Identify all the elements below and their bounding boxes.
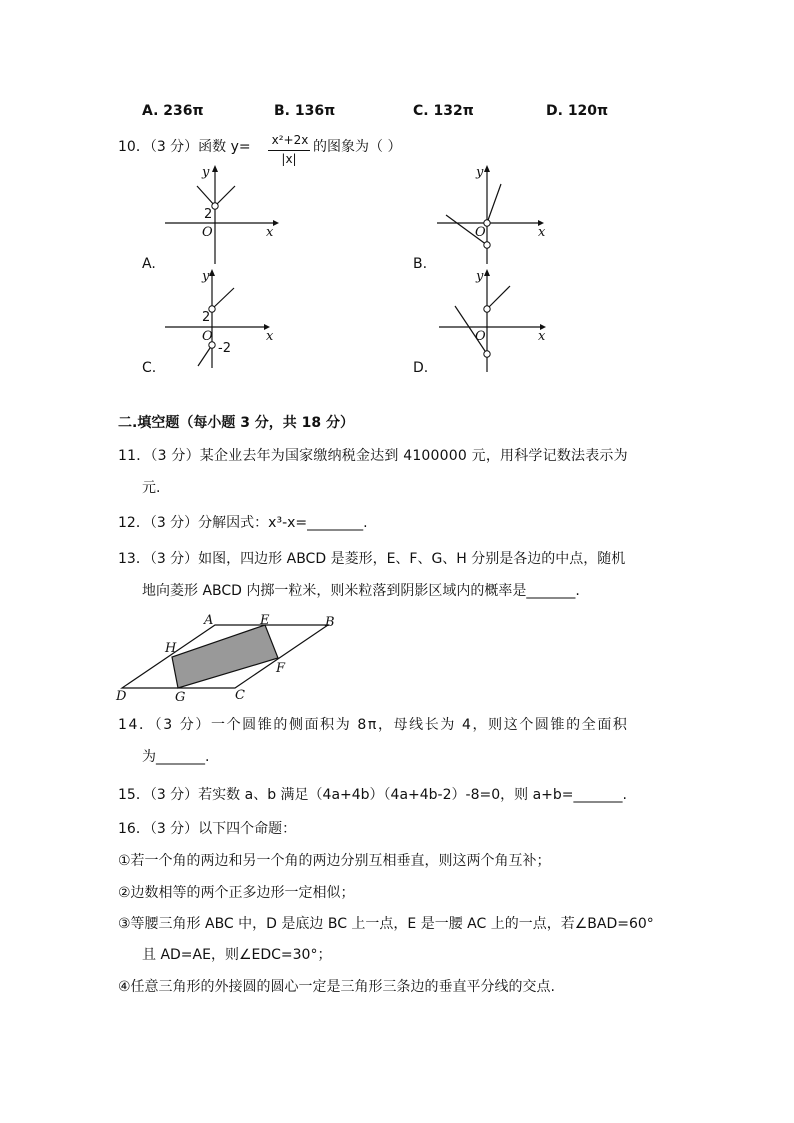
point-d-label: D (116, 689, 127, 704)
q10-a-tick-2: 2 (204, 207, 213, 222)
q10-fraction-denominator: |x| (281, 152, 297, 166)
point-f-label: F (276, 661, 286, 676)
q11-line-1: 11．（3 分）某企业去年为国家缴纳税金达到 4100000 元，用科学记数法表示为 (118, 448, 628, 464)
q9-option-b: B. 136π (274, 103, 336, 119)
q16-proposition-1: ①若一个角的两边和另一个角的两边分别互相垂直，则这两个角互补； (118, 853, 551, 869)
q10-option-b-label: B. (413, 256, 428, 272)
point-b-label: B (325, 615, 335, 630)
q10-a-x-label: x (266, 225, 274, 240)
q10-a-y-label: y (202, 165, 210, 180)
q9-option-c: C. 132π (413, 103, 474, 119)
q10-stem-suffix: 的图象为（ ） (313, 139, 402, 155)
q10-graph-d (434, 266, 564, 376)
point-h-label: H (165, 641, 177, 656)
q10-c-origin: O (202, 329, 213, 344)
q9-option-d: D. 120π (546, 103, 609, 119)
q10-d-y-label: y (476, 269, 484, 284)
q10-fraction-numerator: x²+2x (271, 133, 309, 147)
q15-text: 15．（3 分）若实数 a、b 满足（4a+4b）（4a+4b-2）-8=0，则 a+b=_______. (118, 787, 627, 803)
q10-stem-prefix: 10．（3 分）函数 y= (118, 139, 251, 155)
section-2-heading: 二.填空题（每小题 3 分，共 18 分） (118, 415, 355, 431)
q9-option-a: A. 236π (142, 103, 204, 119)
point-c-label: C (235, 688, 245, 703)
q10-option-c-label: C. (142, 360, 157, 376)
q10-d-origin: O (475, 329, 486, 344)
point-a-label: A (204, 613, 214, 628)
q12-text: 12．（3 分）分解因式：x³-x=________. (118, 515, 368, 531)
q10-b-origin: O (475, 225, 486, 240)
q16-intro: 16．（3 分）以下四个命题： (118, 821, 297, 837)
q10-graph-a (160, 162, 300, 267)
q10-option-d-label: D. (413, 360, 429, 376)
q10-a-origin: O (202, 225, 213, 240)
q10-c-tick-neg-2: -2 (218, 341, 231, 356)
q13-line-1: 13．（3 分）如图，四边形 ABCD 是菱形，E、F、G、H 分别是各边的中点，随机 (118, 551, 626, 567)
q10-b-x-label: x (538, 225, 546, 240)
q10-c-tick-2: 2 (202, 310, 211, 325)
point-g-label: G (175, 690, 186, 705)
q10-c-y-label: y (202, 269, 210, 284)
q14-line-1: 14．（3 分）一个圆锥的侧面积为 8π，母线长为 4，则这个圆锥的全面积 (118, 717, 629, 733)
q11-line-2: 元. (142, 480, 161, 496)
q10-d-x-label: x (538, 329, 546, 344)
q10-fraction-bar (268, 150, 310, 151)
point-e-label: E (260, 613, 270, 628)
q16-proposition-3-line-2: 且 AD=AE，则∠EDC=30°； (142, 947, 332, 963)
q16-proposition-4: ④任意三角形的外接圆的圆心一定是三角形三条边的垂直平分线的交点. (118, 979, 555, 995)
q14-line-2: 为_______. (142, 749, 210, 765)
rhombus-figure (115, 612, 345, 705)
q10-b-y-label: y (476, 165, 484, 180)
q13-line-2: 地向菱形 ABCD 内掷一粒米，则米粒落到阴影区域内的概率是_______. (142, 583, 580, 599)
q10-graph-b (434, 162, 564, 267)
q10-c-x-label: x (266, 329, 274, 344)
q10-option-a-label: A. (142, 256, 156, 272)
q16-proposition-2: ②边数相等的两个正多边形一定相似； (118, 885, 355, 901)
q16-proposition-3-line-1: ③等腰三角形 ABC 中，D 是底边 BC 上一点，E 是一腰 AC 上的一点，若∠BAD=60° (118, 916, 654, 932)
